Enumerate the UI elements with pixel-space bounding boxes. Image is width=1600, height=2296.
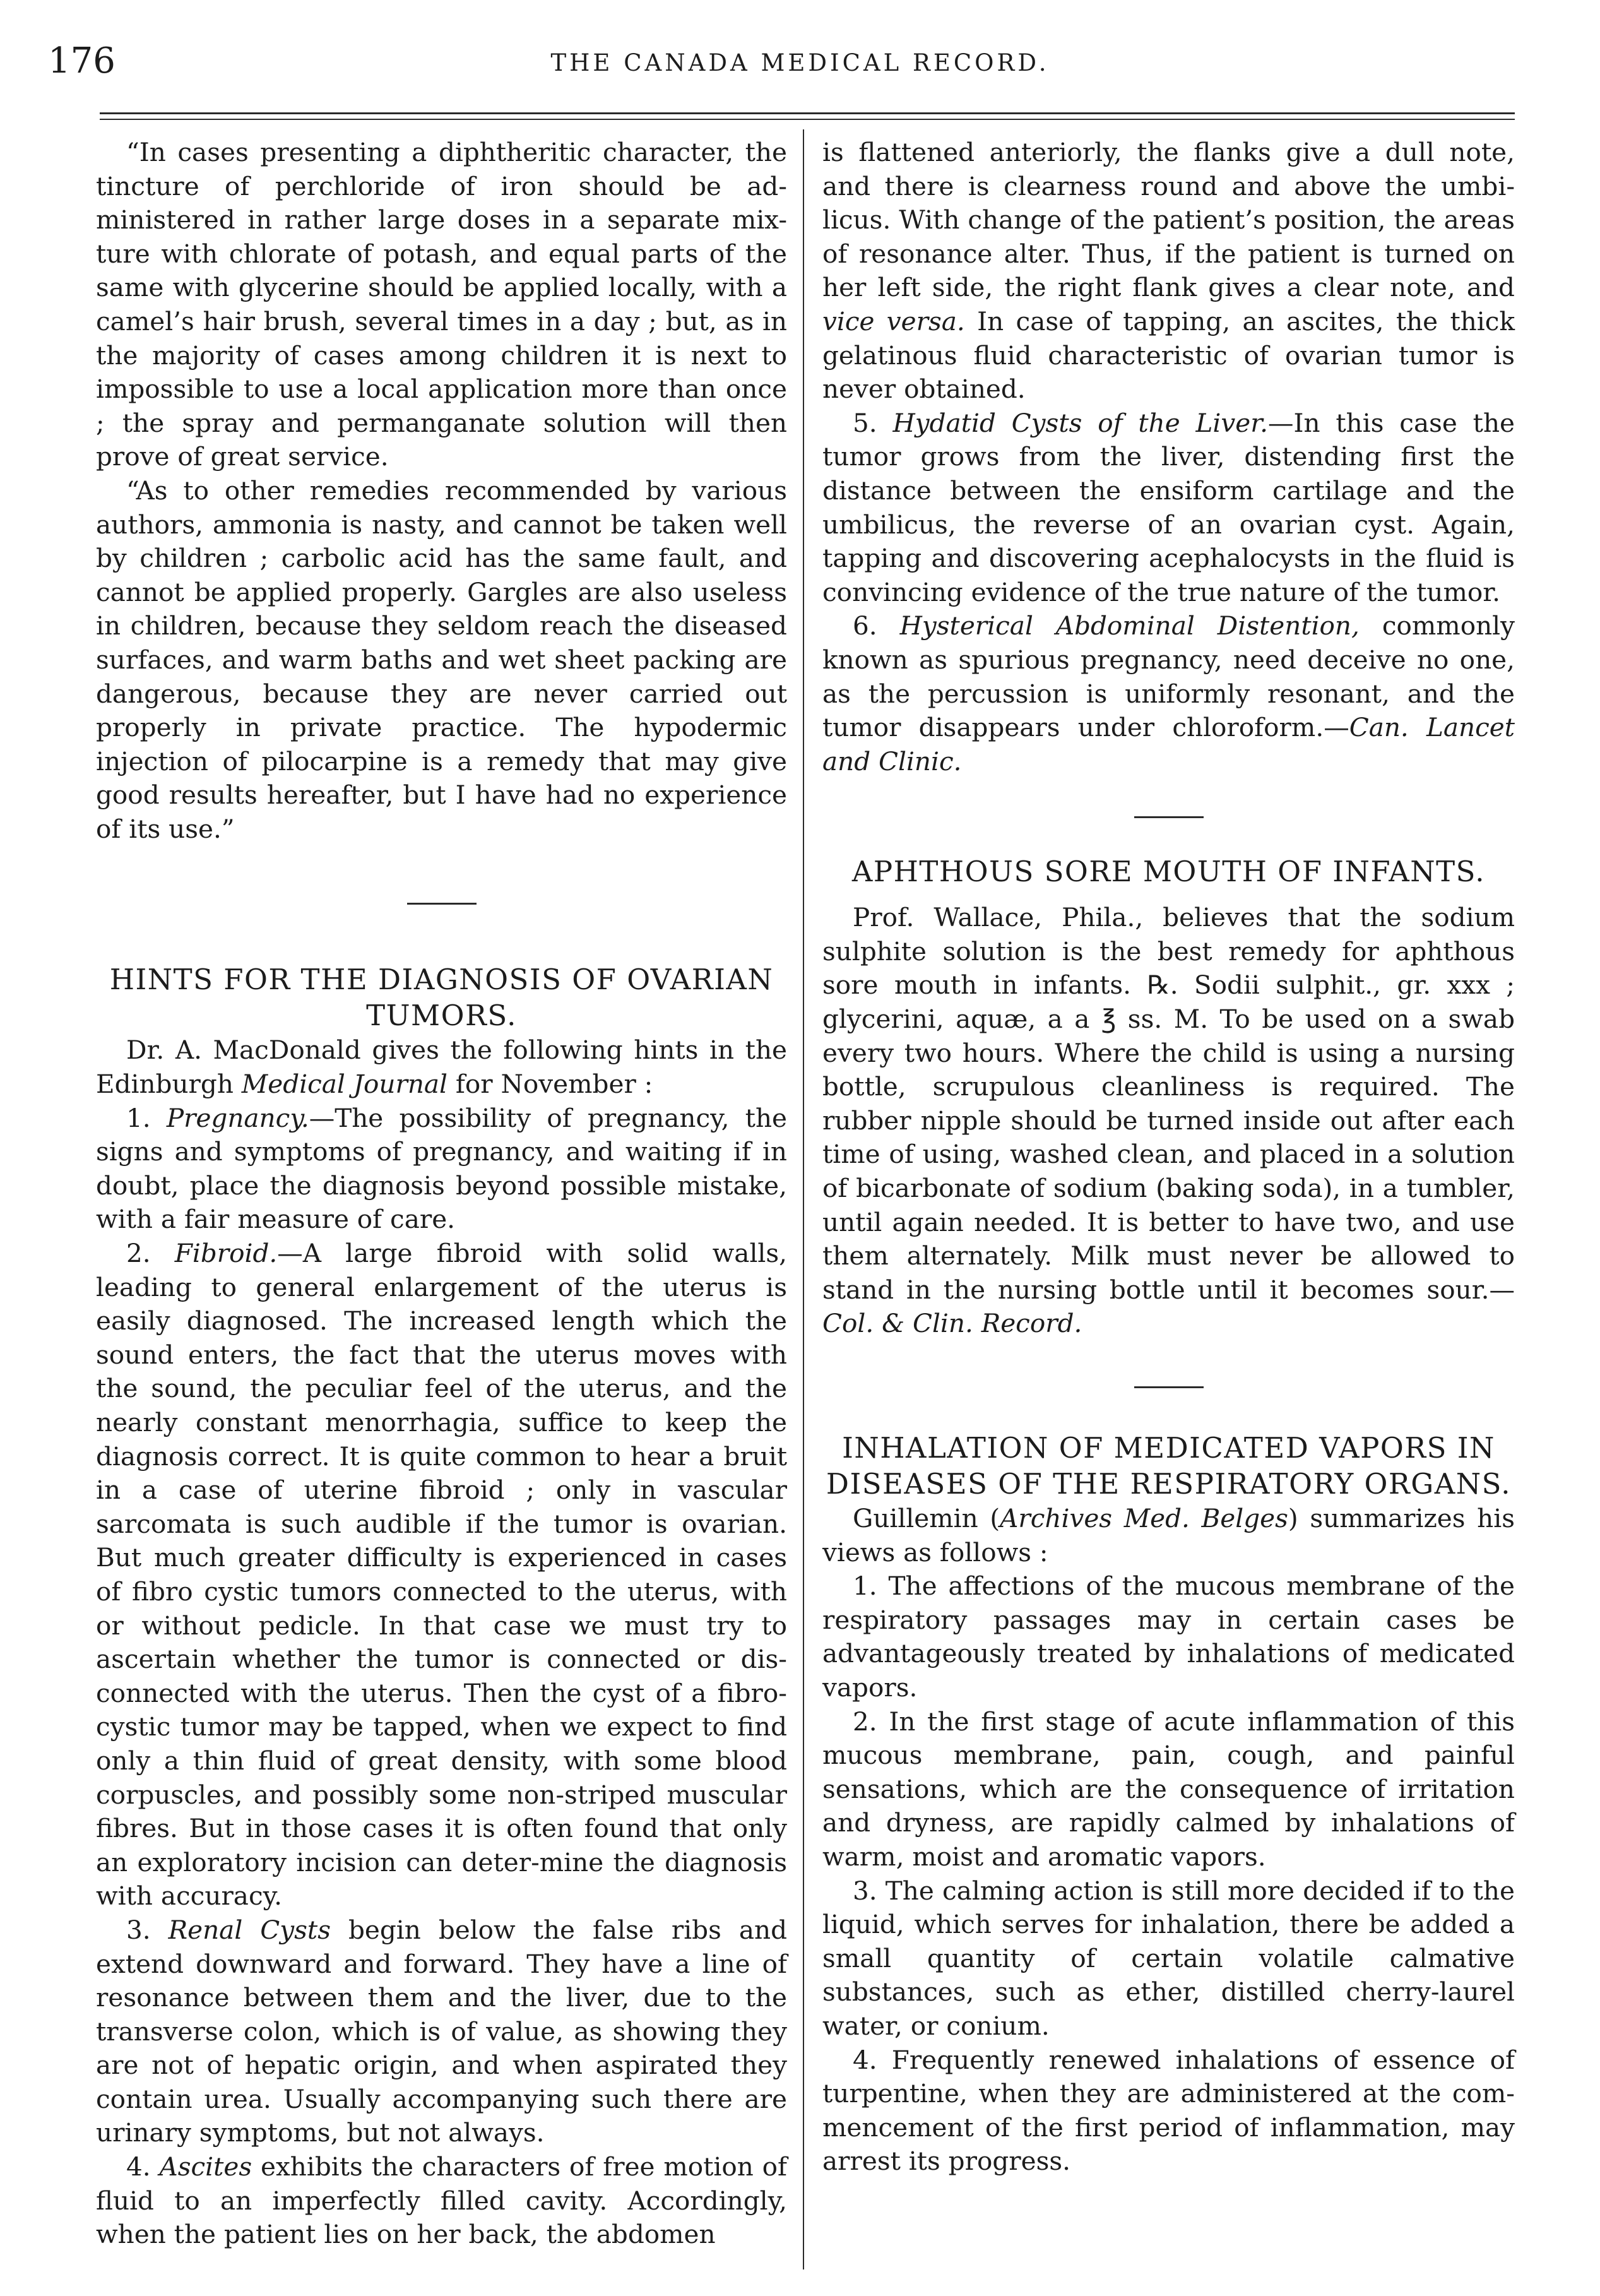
quote-paragraph-1: “In cases presenting a diphtheritic character, the tincture of perchloride of iron should be ad-ministered in rather large doses in a separate mix-ture with chlorate of potash, and equal parts of the same with glycerine should be applied locally, with a camel’s hair brush, several times in a day ; but, as in the majority of cases among children it is next to impossible to use a local application more than once ; the spray and permanganate solution will then prove of great service. <box>96 137 787 472</box>
column-divider <box>803 129 804 2269</box>
aphthous-text: Prof. Wallace, Phila., believes that the sodium sulphite solution is the best remedy for aphthous sore mouth in infants. ℞. Sodii sulphit., gr. xxx ; glycerini, aquæ, a a ℥ ss. M. To be used on a swab every two hours. Where the child is using a nursing bottle, scrupulous cleanliness is required. The rubber nipple should be turned inside out after each time of using, washed clean, and placed in a solution of bicarbonate of sodium (baking soda), in a tumbler, until again needed. It is better to have two, and use them alternately. Milk must never be allowed to stand in the nursing bottle until it becomes sour.— <box>822 902 1515 1305</box>
item-text: —The possibility of pregnancy, the signs and symptoms of pregnancy, and waiting if in doubt, place the diagnosis beyond possible mistake, with a fair measure of care. <box>96 1102 788 1235</box>
right-column <box>822 136 1515 2179</box>
section-heading-inhalation: INHALATION OF MEDICATED VAPORS IN DISEASES OF THE RESPIRATORY ORGANS. <box>826 1431 1512 1501</box>
intro-text-a: Dr. A. MacDonald gives the following hints in the Edinburgh <box>96 1035 787 1100</box>
item-text: begin below the false ribs and extend downward and forward. They have a line of resonance between them and the liver, due to the transverse colon, which is of value, as showing they are not of hepatic origin, and when aspirated they contain urea. Usually accompanying such there are urinary symptoms, but not always. <box>96 1914 788 2148</box>
journal-title: Archives Med. Belges <box>1000 1503 1288 1533</box>
header-rule-top <box>100 112 1515 114</box>
source-citation: Can. Lancet and Clinic. <box>822 712 1515 776</box>
item-hysterical-distention <box>822 609 1515 778</box>
vice-versa: vice versa. <box>822 306 965 336</box>
item-ascites <box>96 2150 787 2252</box>
item-text: —In this case the tumor grows from the liver, distending first the distance between the ensiform cartilage and the umbilicus, the reverse of an ovarian cyst. Again, tapping and discovering acephalocysts in the fluid is convincing evidence of the true nature of the tumor. <box>822 407 1515 607</box>
cont-text-a: is flattened anteriorly, the flanks give a dull note, and there is clearness round and above the umbi-licus. With change of the patient’s position, the areas of resonance alter. Thus, if the patient is turned on her left side, the right flank gives a clear note, and <box>822 137 1515 303</box>
quote-paragraph-2: “As to other remedies recommended by various authors, ammonia is nasty, and cannot be taken well by children ; carbolic acid has the same fault, and cannot be applied properly. Gargles are also useless in children, because they seldom reach the diseased surfaces, and warm baths and wet sheet packing are dangerous, because they are never carried out properly in private practice. The hypodermic injection of pilocarpine is a remedy that may give good results hereafter, but I have had no experience of its use.” <box>96 475 787 844</box>
intro-text-b: ) summarizes his views as follows : <box>822 1503 1515 1567</box>
item-number: 5. <box>853 407 893 438</box>
inhalation-point-2: 2. In the first stage of acute inflammation of this mucous membrane, pain, cough, and painful sensations, which are the consequence of irritation and dryness, are rapidly calmed by inhalations of warm, moist and aromatic vapors. <box>822 1706 1515 1872</box>
section-separator <box>407 903 477 905</box>
item-title: Hydatid Cysts of the Liver. <box>892 407 1268 438</box>
section-separator <box>1134 816 1204 818</box>
inhalation-point-3: 3. The calming action is still more decided if to the liquid, which serves for inhalation, there be added a small quantity of certain volatile calmative substances, such as ether, distilled cherry-laurel water, or conium. <box>822 1875 1515 2041</box>
item-fibroid <box>96 1237 787 1913</box>
journal-title: Medical Journal <box>241 1069 447 1100</box>
source-citation: Col. & Clin. Record. <box>822 1308 1082 1339</box>
header-rule-bottom <box>100 119 1515 120</box>
item-number: 2. <box>126 1238 175 1269</box>
ascites-continuation <box>822 136 1515 407</box>
section-separator <box>1134 1386 1204 1388</box>
item-text: exhibits the characters of free motion of fluid to an imperfectly filled cavity. Accordingly, when the patient lies on her back, the abdomen <box>96 2151 788 2250</box>
intro-paragraph <box>96 1033 787 1101</box>
item-title: Pregnancy. <box>166 1102 309 1133</box>
cont-text-b: In case of tapping, an ascites, the thick gelatinous fluid characteristic of ovarian tumor is never obtained. <box>822 306 1515 405</box>
inhalation-point-4: 4. Frequently renewed inhalations of essence of turpentine, when they are administered at the com-mencement of the first period of inflammation, may arrest its progress. <box>822 2044 1515 2177</box>
left-column <box>96 136 787 2252</box>
item-title: Hysterical Abdominal Distention, <box>899 610 1360 641</box>
page-number: 176 <box>48 40 116 81</box>
item-title: Fibroid. <box>174 1238 278 1269</box>
item-pregnancy <box>96 1102 787 1237</box>
item-number: 4. <box>126 2151 160 2182</box>
section-heading-aphthous: APHTHOUS SORE MOUTH OF INFANTS. <box>851 855 1486 889</box>
item-text: —A large fibroid with solid walls, leading to general enlargement of the uterus is easily diagnosed. The increased length which the sound enters, the fact that the uterus moves with the sound, the peculiar feel of the uterus, and the nearly constant menorrhagia, suffice to keep the diagnosis correct. It is quite common to hear a bruit in a case of uterine fibroid ; only in vascular sarcomata is such audible if the tumor is ovarian. But much greater difficulty is experienced in cases of fibro cystic tumors connected to the uterus, with or without pedicle. In that case we must try to ascertain whether the tumor is connected or dis-connected with the uterus. Then the cyst of a fibro-cystic tumor may be tapped, when we expect to find only a thin fluid of great density, with some blood corpuscles, and possibly some non-striped muscular fibres. But in those cases it is often found that only an exploratory incision can deter-mine the diagnosis with accuracy. <box>96 1238 788 1912</box>
inhalation-intro <box>822 1502 1515 1569</box>
item-renal-cysts <box>96 1913 787 2150</box>
item-title: Ascites <box>159 2151 252 2182</box>
running-head: THE CANADA MEDICAL RECORD. <box>550 49 1050 76</box>
item-hydatid-cysts <box>822 407 1515 610</box>
item-number: 6. <box>853 610 900 641</box>
item-number: 3. <box>126 1914 169 1945</box>
aphthous-paragraph <box>822 901 1515 1341</box>
intro-text-a: Guillemin ( <box>853 1503 1000 1533</box>
item-text: commonly known as spurious pregnancy, need deceive no one, as the percussion is uniformly resonant, and the tumor disappears under chloroform.— <box>822 610 1515 743</box>
item-title: Renal Cysts <box>168 1914 331 1945</box>
intro-text-b: for November : <box>447 1069 653 1100</box>
section-heading-ovarian: HINTS FOR THE DIAGNOSIS OF OVARIAN TUMORS. <box>109 963 774 1033</box>
inhalation-point-1: 1. The affections of the mucous membrane of the respiratory passages may in certain cases be advantageously treated by inhalations of medicated vapors. <box>822 1571 1515 1703</box>
item-number: 1. <box>126 1102 167 1133</box>
page-header <box>0 0 1600 126</box>
